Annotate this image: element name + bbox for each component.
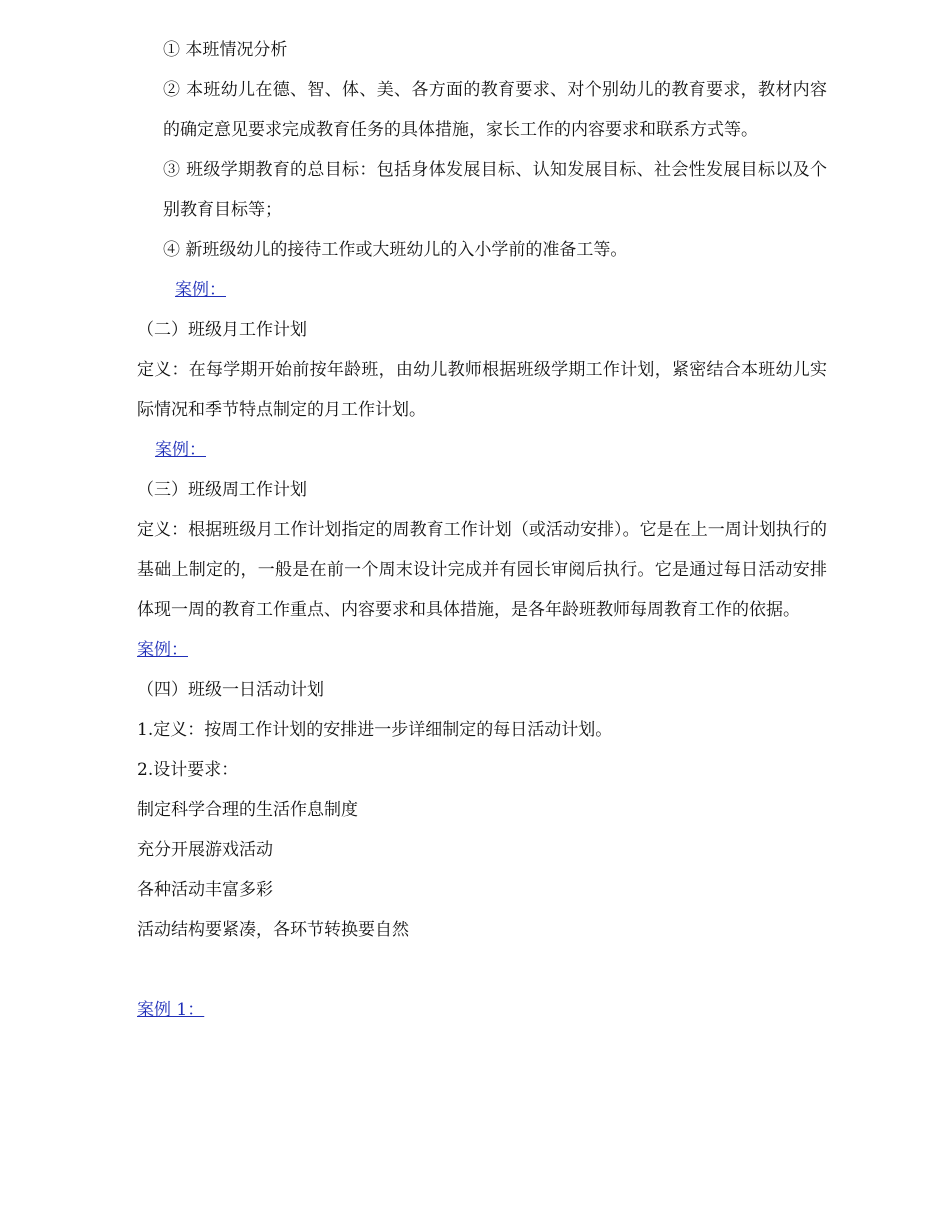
definition-paragraph: 1.定义：按周工作计划的安排进一步详细制定的每日活动计划。 — [137, 720, 613, 740]
case-1-link[interactable]: 案例 1： — [137, 1000, 205, 1020]
section-heading: （二）班级月工作计划 — [137, 320, 307, 340]
requirement-item: 活动结构要紧凑，各环节转换要自然 — [137, 920, 409, 940]
case-link-row — [137, 430, 827, 470]
requirement-item: 各种活动丰富多彩 — [137, 880, 273, 900]
requirement-item: 充分开展游戏活动 — [137, 840, 273, 860]
document-content — [137, 30, 827, 1030]
case-link-row — [137, 990, 827, 1030]
definition-paragraph: 定义：在每学期开始前按年龄班，由幼儿教师根据班级学期工作计划，紧密结合本班幼儿实际情况和季节特点制定的月工作计划。 — [137, 360, 827, 420]
section-heading: （四）班级一日活动计划 — [137, 680, 324, 700]
case-link[interactable]: 案例： — [175, 280, 226, 300]
list-item: ② 本班幼儿在德、智、体、美、各方面的教育要求、对个别幼儿的教育要求，教材内容的确定意见要求完成教育任务的具体措施，家长工作的内容要求和联系方式等。 — [163, 80, 827, 140]
case-link-row — [137, 630, 827, 670]
case-link[interactable]: 案例： — [155, 440, 206, 460]
blank-space — [137, 950, 827, 990]
case-link[interactable]: 案例： — [137, 640, 188, 660]
list-item: ④ 新班级幼儿的接待工作或大班幼儿的入小学前的准备工等。 — [163, 240, 628, 260]
definition-paragraph: 定义：根据班级月工作计划指定的周教育工作计划（或活动安排）。它是在上一周计划执行的基础上制定的，一般是在前一个周末设计完成并有园长审阅后执行。它是通过每日活动安排体现一周的教育工作重点、内容要求和具体措施，是各年龄班教师每周教育工作的依据。 — [137, 520, 827, 620]
case-link-row — [137, 270, 827, 310]
list-item: ① 本班情况分析 — [163, 40, 288, 60]
section-heading: （三）班级周工作计划 — [137, 480, 307, 500]
list-item: ③ 班级学期教育的总目标：包括身体发展目标、认知发展目标、社会性发展目标以及个别教育目标等； — [163, 160, 827, 220]
requirements-label: 2.设计要求： — [137, 760, 239, 780]
requirement-item: 制定科学合理的生活作息制度 — [137, 800, 358, 820]
